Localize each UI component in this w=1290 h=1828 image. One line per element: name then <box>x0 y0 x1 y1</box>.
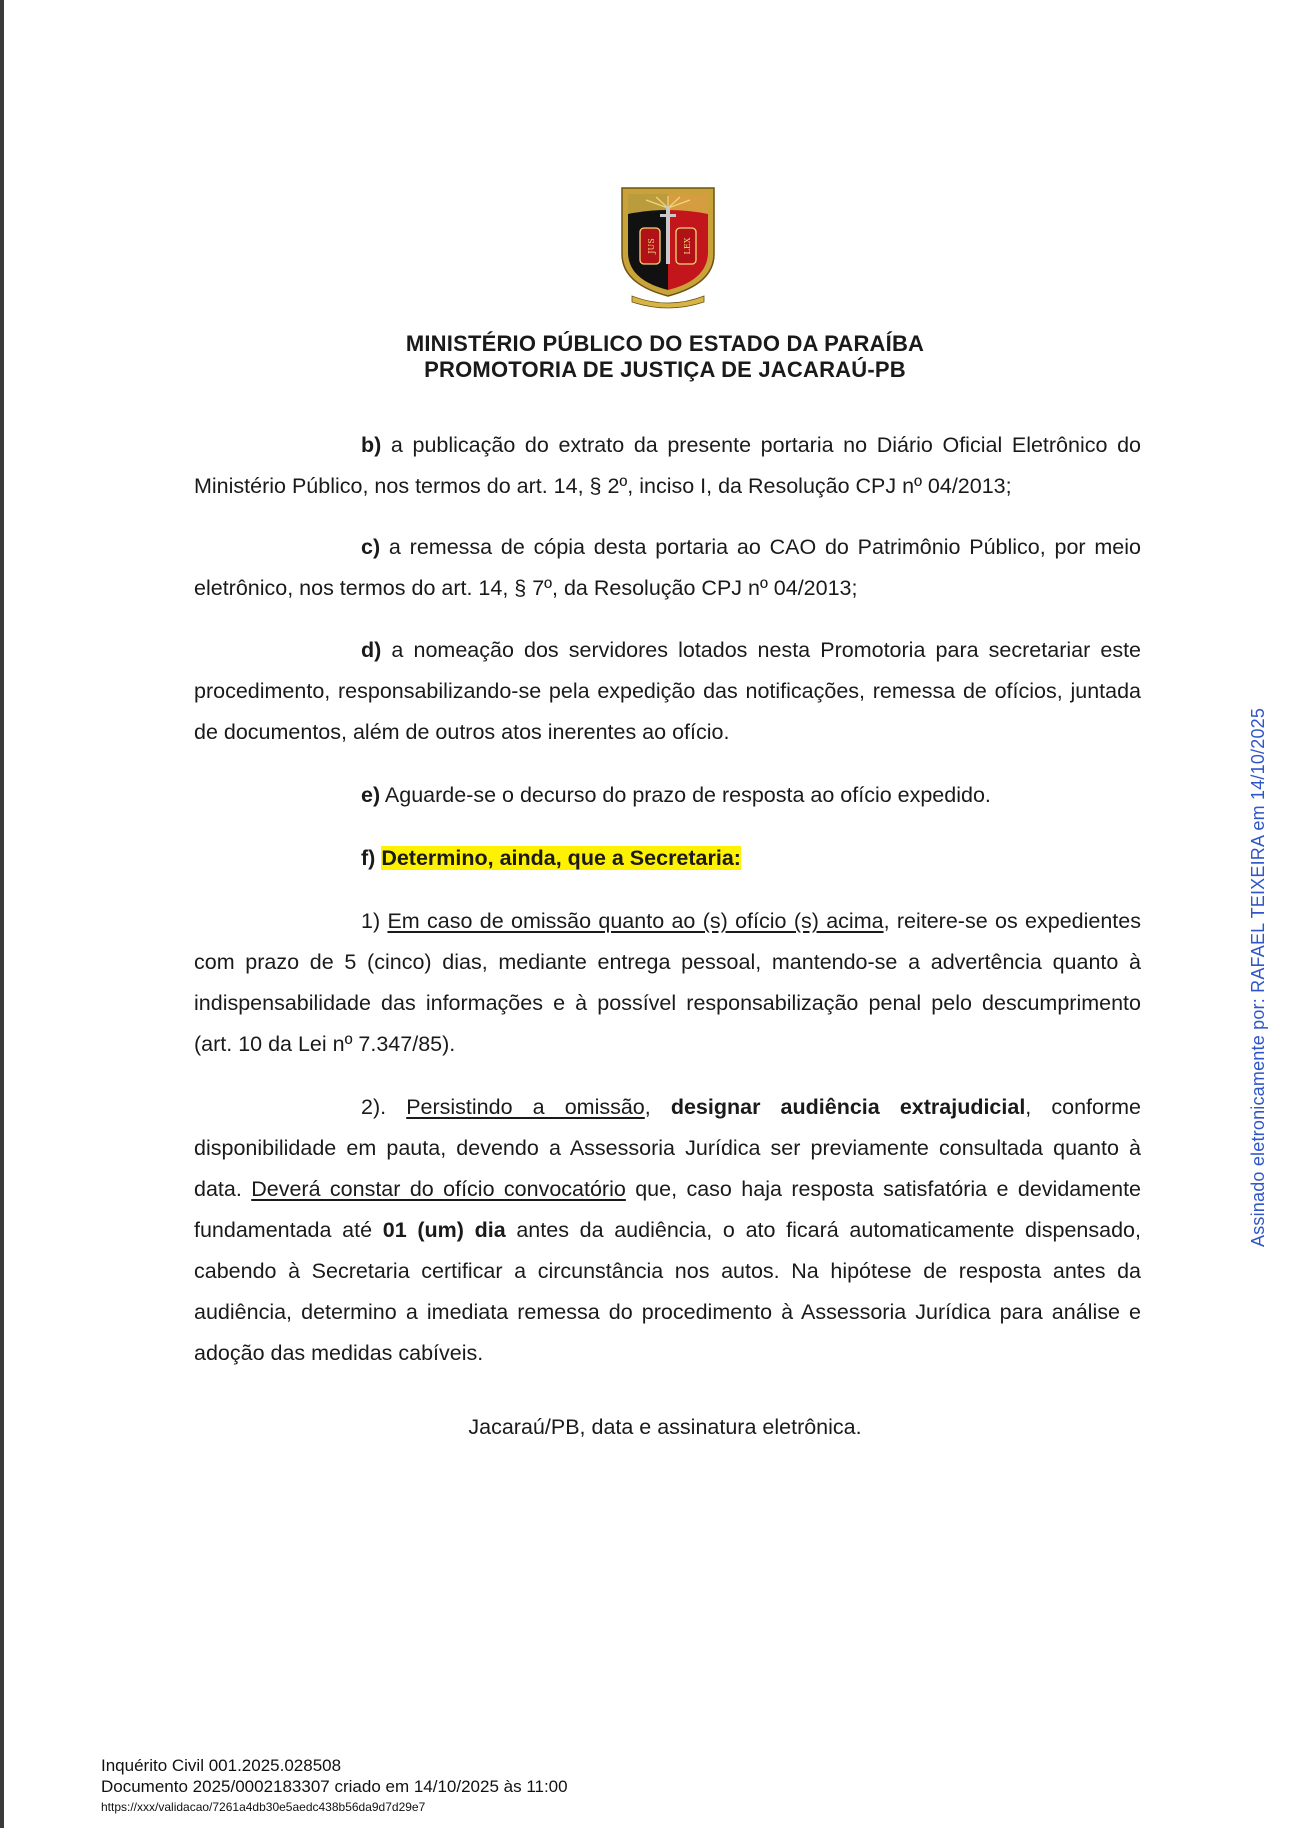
footer-documento: Documento 2025/0002183307 criado em 14/10/2025 às 11:00 <box>101 1777 568 1796</box>
item-1-number: 1) <box>361 909 381 933</box>
ministerio-publico-emblem-icon <box>618 184 718 310</box>
item-2-text-1: , conforme disponibilidade em pauta, devendo a Assessoria Jurídica ser previamente consultada quanto à data. <box>194 1095 1141 1201</box>
paragraph-c-text: a remessa de cópia desta portaria ao CAO do Patrimônio Público, por meio eletrônico, nos termos do art. 14, § 7º, da Resolução CPJ nº 04/2013; <box>194 535 1141 600</box>
emblem-jus-text: JUS <box>647 238 656 254</box>
item-2-underlined-devera: Deverá constar do ofício convocatório <box>251 1177 626 1201</box>
paragraph-c <box>194 527 1141 609</box>
item-2-bold-designar: designar audiência extrajudicial <box>670 1095 1026 1119</box>
closing-line: Jacaraú/PB, data e assinatura eletrônica. <box>468 1415 862 1439</box>
footer-inquerito: Inquérito Civil 001.2025.028508 <box>101 1756 342 1775</box>
item-2-text-2: que, caso haja resposta satisfatória e devidamente fundamentada até <box>194 1177 1141 1242</box>
paragraph-e-text: Aguarde-se o decurso do prazo de resposta ao ofício expedido. <box>380 783 991 807</box>
paragraph-item-1 <box>194 901 1141 1065</box>
item-2-bold-prazo: 01 (um) dia <box>382 1218 506 1242</box>
paragraph-b <box>194 425 1141 507</box>
item-2-underlined-persistindo: Persistindo a omissão <box>406 1095 645 1119</box>
emblem-lex-text: LEX <box>683 237 692 255</box>
item-2-number: 2). <box>361 1095 387 1119</box>
paragraph-e <box>194 775 1141 816</box>
paragraph-f-highlight: Determino, ainda, que a Secretaria: <box>381 846 741 870</box>
item-1-text: , reitere-se os expedientes com prazo de 5 (cinco) dias, mediante entrega pessoal, mantendo-se a advertência quanto à indispensabilidade das informações e à possível responsabilização penal pelo descumprimento (art. 10 da Lei nº 7.347/85). <box>194 909 1141 1056</box>
item-2-text-3: antes da audiência, o ato ficará automaticamente dispensado, cabendo à Secretaria certificar a circunstância nos autos. Na hipótese de resposta antes da audiência, determino a imediata remessa do procedimento à Assessoria Jurídica para análise e adoção das medidas cabíveis. <box>194 1218 1141 1365</box>
footer-validation-url[interactable]: https://xxx/validacao/7261a4db30e5aedc438b56da9d7d29e7 <box>101 1800 426 1814</box>
page-left-border <box>0 0 4 1828</box>
paragraph-c-label: c) <box>361 535 381 559</box>
electronic-signature-stamp: Assinado eletronicamente por: RAFAEL TEIXEIRA em 14/10/2025 <box>1248 707 1268 1247</box>
paragraph-d-text: a nomeação dos servidores lotados nesta Promotoria para secretariar este procedimento, responsabilizando-se pela expedição das notificações, remessa de ofícios, juntada de documentos, além de outros atos inerentes ao ofício. <box>194 638 1141 744</box>
paragraph-f <box>194 838 1141 879</box>
paragraph-b-label: b) <box>361 433 382 457</box>
item-1-underlined: Em caso de omissão quanto ao (s) ofício (s) acima <box>387 909 884 933</box>
paragraph-b-text: a publicação do extrato da presente portaria no Diário Oficial Eletrônico do Ministério Público, nos termos do art. 14, § 2º, inciso I, da Resolução CPJ nº 04/2013; <box>194 433 1141 498</box>
header-title-promotoria: PROMOTORIA DE JUSTIÇA DE JACARAÚ-PB <box>424 357 906 382</box>
paragraph-item-2 <box>194 1087 1141 1374</box>
header-title-ministerio: MINISTÉRIO PÚBLICO DO ESTADO DA PARAÍBA <box>405 331 925 356</box>
item-2-separator: , <box>644 1095 671 1119</box>
paragraph-e-label: e) <box>361 783 381 807</box>
paragraph-d-label: d) <box>361 638 382 662</box>
paragraph-f-label: f) <box>361 846 376 870</box>
paragraph-d <box>194 630 1141 753</box>
